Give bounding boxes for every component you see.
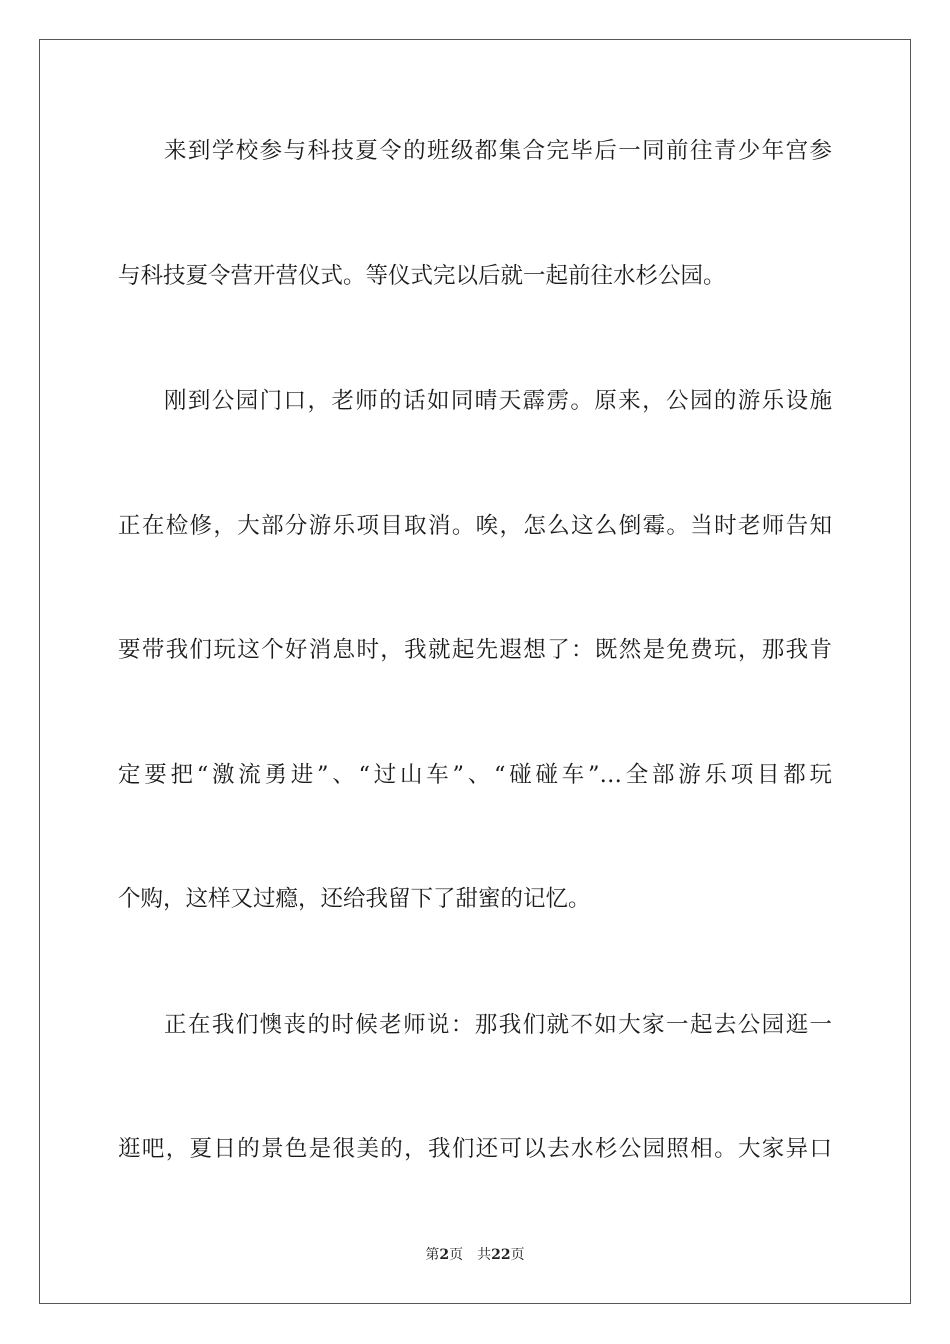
paragraph-1-line-1: 来到学校参与科技夏令的班级都集合完毕后一同前往青少年宫参 xyxy=(164,138,832,164)
footer-page-prefix: 第 xyxy=(425,1247,440,1263)
page-footer xyxy=(0,1245,950,1265)
paragraph-2-line-4: 定要把“激流勇进”、“过山车”、“碰碰车”…全部游乐项目都玩 xyxy=(118,762,832,788)
page-border xyxy=(39,39,911,1304)
paragraph-2-line-1: 刚到公园门口，老师的话如同晴天霹雳。原来，公园的游乐设施 xyxy=(164,388,832,414)
footer-total-suffix: 页 xyxy=(510,1247,525,1263)
footer-total-prefix: 共 xyxy=(477,1247,492,1263)
paragraph-2-line-3: 要带我们玩这个好消息时，我就起先遐想了：既然是免费玩，那我肯 xyxy=(118,637,832,663)
paragraph-2-line-5: 个购，这样又过瘾，还给我留下了甜蜜的记忆。 xyxy=(118,886,591,912)
paragraph-2-line-2: 正在检修，大部分游乐项目取消。唉，怎么这么倒霉。当时老师告知 xyxy=(118,513,832,539)
footer-page-number: 2 xyxy=(439,1247,450,1263)
footer-total-pages: 22 xyxy=(491,1247,511,1263)
paragraph-1-line-2: 与科技夏令营开营仪式。等仪式完以后就一起前往水杉公园。 xyxy=(118,263,726,289)
paragraph-3-line-2: 逛吧，夏日的景色是很美的，我们还可以去水杉公园照相。大家异口 xyxy=(118,1136,832,1162)
paragraph-3-line-1: 正在我们懊丧的时候老师说：那我们就不如大家一起去公园逛一 xyxy=(164,1012,832,1038)
footer-page-suffix: 页 xyxy=(449,1247,464,1263)
